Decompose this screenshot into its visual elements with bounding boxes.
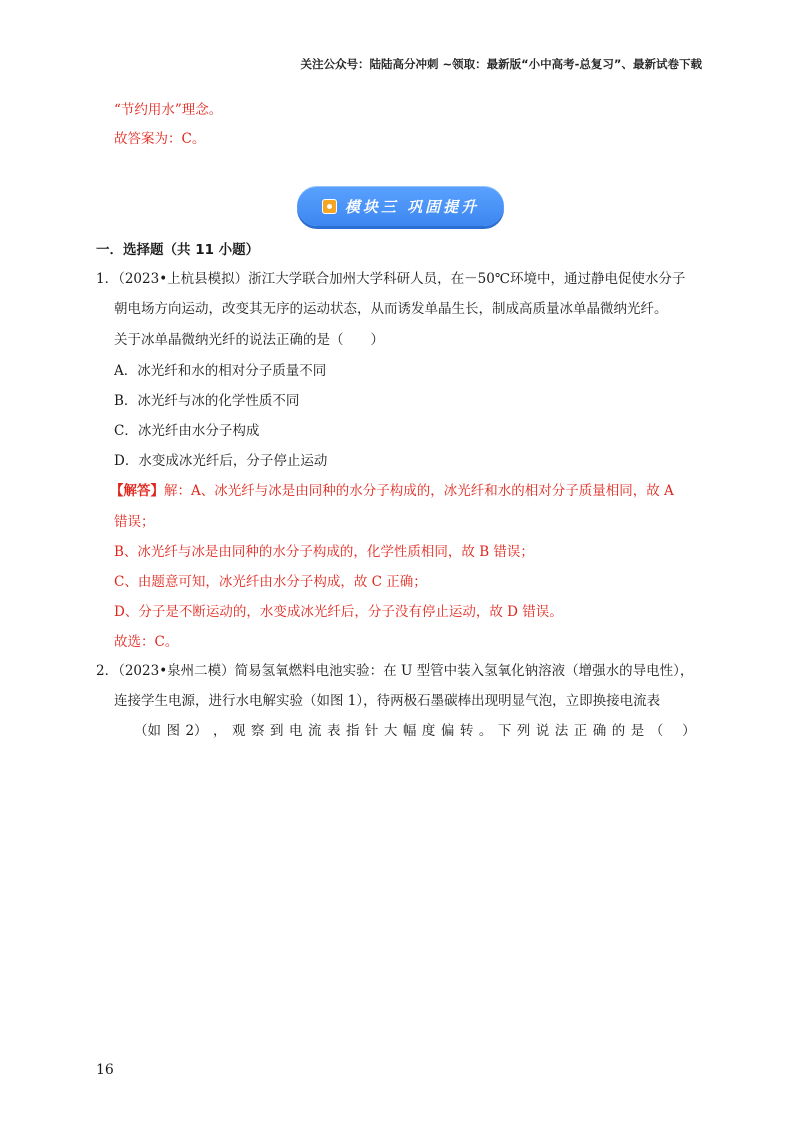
q1-stem-line2: 朝电场方向运动，改变其无序的运动状态，从而诱发单晶生长，制成高质量冰单晶微纳光纤。 (114, 301, 668, 317)
q2-stem-line3 (134, 722, 696, 740)
q2-line3-char: 法 (554, 723, 569, 739)
q2-line3-char: 正 (573, 723, 588, 739)
q2-line3-char: 度 (421, 723, 436, 739)
q1-option-b: B．冰光纤与冰的化学性质不同 (114, 393, 300, 409)
q1-option-c: C．冰光纤由水分子构成 (114, 423, 260, 439)
q2-line3-char: 转 (459, 723, 474, 739)
q2-line3-char: 是 (630, 723, 645, 739)
q2-line3-char: （如 (134, 723, 161, 739)
q2-line3-char: 下 (497, 723, 512, 739)
page-header: 关注公众号：陆陆高分冲刺 ~领取：最新版“小中高考-总复习”、最新试卷下载 (300, 57, 702, 71)
q1-answer-line1 (110, 482, 674, 500)
q2-line3-char: 图 (166, 723, 180, 739)
answer-tag: 【解答】 (110, 483, 164, 499)
q2-line3-char: 偏 (440, 723, 455, 739)
q1-answer-line2: 错误； (114, 514, 155, 530)
q2-line3-char: 电 (288, 723, 303, 739)
q1-answer-line3: B、冰光纤与冰是由同种的水分子构成的，化学性质相同，故 B 错误； (114, 544, 534, 560)
q2-line3-char: 确 (592, 723, 607, 739)
q1-stem-line1: 1．（2023•上杭县模拟）浙江大学联合加州大学科研人员，在－50℃环境中，通过静电促使水分子 (96, 271, 686, 287)
q2-line3-char: 大 (383, 723, 398, 739)
q2-line3-char: 观 (232, 723, 246, 739)
q2-line3-char: 说 (535, 723, 550, 739)
q2-line3-char: 的 (611, 723, 626, 739)
section-badge-label: 模块三 巩固提升 (344, 197, 480, 216)
q2-line3-char: 流 (307, 723, 322, 739)
q1-answer-line5: D、分子是不断运动的，水变成冰光纤后，分子没有停止运动，故 D 错误。 (114, 604, 563, 620)
q2-line3-char: （ (649, 723, 664, 739)
page-number: 16 (96, 1062, 114, 1078)
q1-answer-text1: 解：A、冰光纤与冰是由同种的水分子构成的，冰光纤和水的相对分子质量相同，故 A (164, 483, 674, 499)
q2-line3-char: 针 (364, 723, 379, 739)
q1-option-d: D．水变成冰光纤后，分子停止运动 (114, 453, 328, 469)
part-title: 一．选择题（共 11 小题） (96, 242, 260, 258)
module-icon (322, 199, 337, 214)
q2-line3-char: 幅 (402, 723, 417, 739)
q1-stem-line3: 关于冰单晶微纳光纤的说法正确的是（ ） (114, 332, 384, 348)
q1-option-a: A．冰光纤和水的相对分子质量不同 (114, 363, 327, 379)
q2-stem-line2: 连接学生电源，进行水电解实验（如图 1），待两极石墨碳棒出现明显气泡，立即换接电流表 (114, 693, 661, 709)
q1-answer-line4: C、由题意可知，冰光纤由水分子构成，故 C 正确； (114, 574, 427, 590)
q2-line3-char: 到 (270, 723, 284, 739)
q2-line3-char: 指 (345, 723, 360, 739)
q2-line3-char: 。 (478, 723, 493, 739)
q2-line3-char: 列 (516, 723, 531, 739)
prev-answer-conclusion: 故答案为：C。 (114, 131, 206, 147)
prev-answer-line: “节约用水”理念。 (114, 102, 223, 118)
q1-choice: 故选：C。 (114, 634, 179, 650)
q2-line3-char: 察 (251, 723, 265, 739)
q2-line3-char: ， (213, 723, 227, 739)
q2-line3-char: ） (668, 723, 696, 739)
q2-line3-char: 2） (185, 723, 208, 739)
section-badge (297, 186, 504, 226)
q2-stem-line1: 2．（2023•泉州二模）简易氢氧燃料电池实验：在 U 型管中装入氢氧化钠溶液（增强水的导电性）， (96, 663, 694, 679)
q2-line3-char: 表 (326, 723, 341, 739)
